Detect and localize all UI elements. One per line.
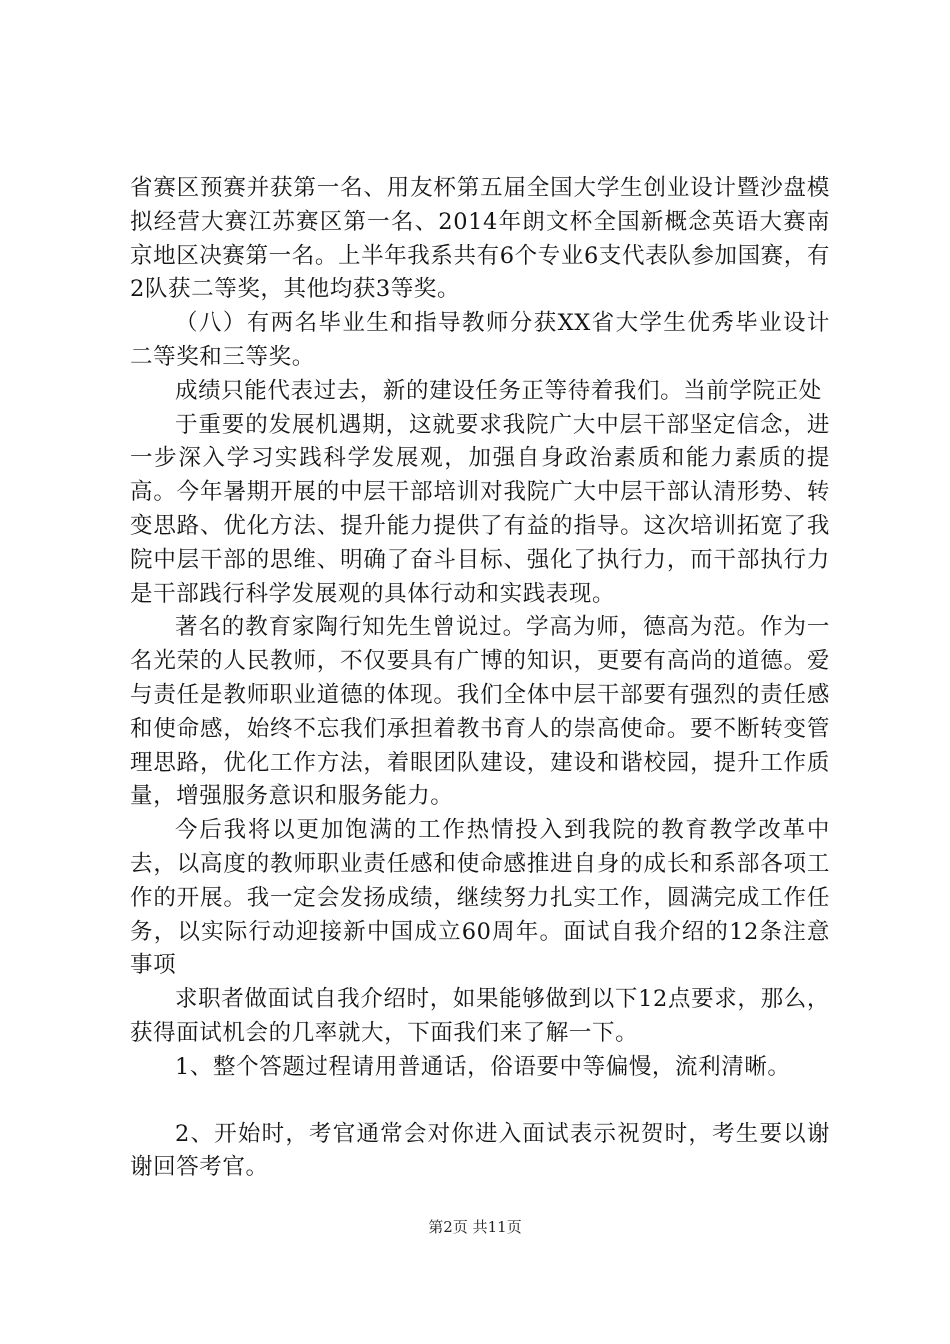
document-body xyxy=(130,172,830,1185)
paragraph-development-opportunity: 于重要的发展机遇期，这就要求我院广大中层干部坚定信念，进一步深入学习实践科学发展观，加强自身政治素质和能力素质的提高。今年暑期开展的中层干部培训对我院广大中层干部认清形势、转变思路、优化方法、提升能力提供了有益的指导。这次培训拓宽了我院中层干部的思维、明确了奋斗目标、强化了执行力，而干部执行力是干部践行科学发展观的具体行动和实践表现。 xyxy=(130,411,830,607)
paragraph-item-eight: （八）有两名毕业生和指导教师分获XX省大学生优秀毕业设计二等奖和三等奖。 xyxy=(130,310,830,370)
paragraph-teacher-ethics: 著名的教育家陶行知先生曾说过。学高为师，德高为范。作为一名光荣的人民教师，不仅要具有广博的知识，更要有高尚的道德。爱与责任是教师职业道德的体现。我们全体中层干部要有强烈的责任感和使命感，始终不忘我们承担着教书育人的崇高使命。要不断转变管理思路，优化工作方法，着眼团队建设，建设和谐校园，提升工作质量，增强服务意识和服务能力。 xyxy=(130,614,830,810)
paragraph-tip-one: 1、整个答题过程请用普通话，俗语要中等偏慢，流利清晰。 xyxy=(175,1053,791,1080)
page-number-footer: 第2页 共11页 xyxy=(428,1218,522,1236)
paragraph-tip-two: 2、开始时，考官通常会对你进入面试表示祝贺时，考生要以谢谢回答考官。 xyxy=(130,1120,830,1181)
paragraph-achievements-past: 成绩只能代表过去，新的建设任务正等待着我们。当前学院正处 xyxy=(175,377,822,404)
paragraph-future-work: 今后我将以更加饱满的工作热情投入到我院的教育教学改革中去，以高度的教师职业责任感和使命感推进自身的成长和系部各项工作的开展。我一定会发扬成绩，继续努力扎实工作，圆满完成工作任务，以实际行动迎接新中国成立60周年。面试自我介绍的12条注意事项 xyxy=(130,817,830,979)
paragraph-awards-continued: 省赛区预赛并获第一名、用友杯第五届全国大学生创业设计暨沙盘模拟经营大赛江苏赛区第一名、2014年朗文杯全国新概念英语大赛南京地区决赛第一名。上半年我系共有6个专业6支代表队参加国赛，有2队获二等奖，其他均获3等奖。 xyxy=(130,175,830,303)
paragraph-interview-intro: 求职者做面试自我介绍时，如果能够做到以下12点要求，那么，获得面试机会的几率就大，下面我们来了解一下。 xyxy=(130,986,830,1046)
blank-line xyxy=(130,1085,830,1118)
